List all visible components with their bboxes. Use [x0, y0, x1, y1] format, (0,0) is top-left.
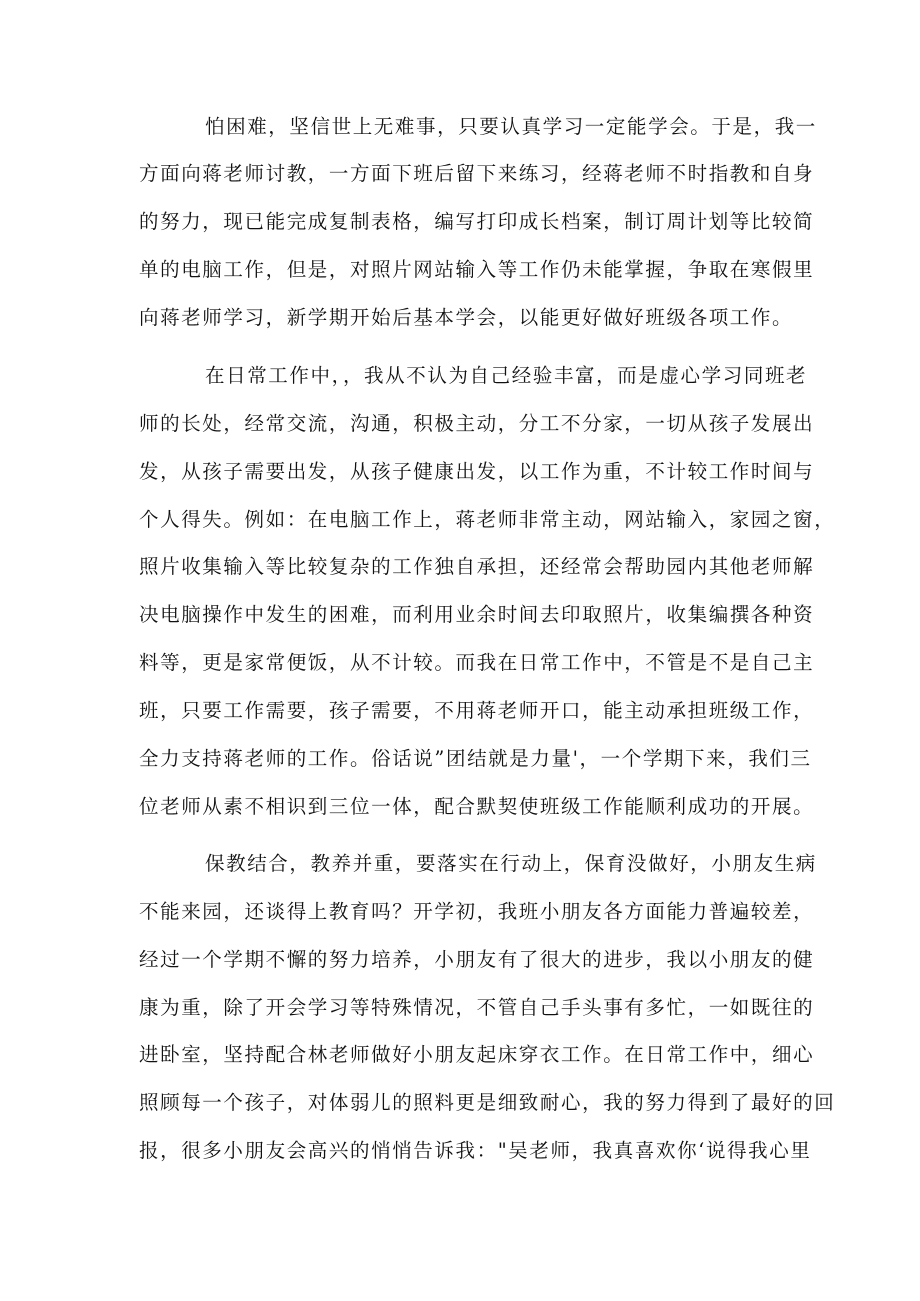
text-line: 报，很多小朋友会高兴的悄悄告诉我："吴老师，我真喜欢你‘说得我心里: [139, 1139, 812, 1162]
text-line: 方面向蒋老师讨教，一方面下班后留下来练习，经蒋老师不时指教和自身: [139, 162, 815, 185]
text-line: 师的长处，经常交流，沟通，积极主动，分工不分家，一切从孩子发展出: [139, 412, 815, 435]
text-line: 保教结合，教养并重，要落实在行动上，保育没做好，小朋友生病: [205, 852, 817, 875]
text-line: 不能来园，还谈得上教育吗？开学初，我班小朋友各方面能力普遍较差，: [139, 900, 815, 923]
text-line: 进卧室，坚持配合林老师做好小朋友起床穿衣工作。在日常工作中，细心: [139, 1043, 815, 1066]
text-line: 怕困难，坚信世上无难事，只要认真学习一定能学会。于是，我一: [205, 115, 817, 138]
text-line: 位老师从素不相识到三位一体，配合默契使班级工作能顺利成功的开展。: [139, 795, 815, 818]
text-line: 经过一个学期不懈的努力培养，小朋友有了很大的进步，我以小朋友的健: [139, 948, 815, 971]
text-line: 料等，更是家常便饭，从不计较。而我在日常工作中，不管是不是自己主: [139, 651, 815, 674]
text-line: 的努力，现已能完成复制表格，编写打印成长档案，制订周计划等比较简: [139, 210, 815, 233]
text-line: 发，从孩子需要出发，从孩子健康出发，以工作为重，不计较工作时间与: [139, 460, 815, 483]
text-line: 单的电脑工作，但是，对照片网站输入等工作仍未能掌握，争取在寒假里: [139, 258, 815, 281]
text-line: 决电脑操作中发生的困难，而利用业余时间去印取照片，收集编撰各种资: [139, 603, 815, 626]
text-line: 照顾每一个孩子，对体弱儿的照料更是细致耐心，我的努力得到了最好的回: [139, 1091, 836, 1114]
text-line: 照片收集输入等比较复杂的工作独自承担，还经常会帮助园内其他老师解: [139, 555, 815, 578]
text-line: 向蒋老师学习，新学期开始后基本学会，以能更好做好班级各项工作。: [139, 306, 794, 329]
text-line: 康为重，除了开会学习等特殊情况，不管自己手头事有多忙，一如既往的: [139, 996, 815, 1019]
text-line: 班，只要工作需要，孩子需要，不用蒋老师开口，能主动承担班级工作，: [139, 699, 815, 722]
text-line: 全力支持蒋老师的工作。俗话说”团结就是力量'，一个学期下来，我们三: [139, 747, 812, 770]
text-line: 个人得失。例如：在电脑工作上，蒋老师非常主动，网站输入，家园之窗，: [139, 508, 836, 531]
text-line: 在日常工作中，，我从不认为自己经验丰富，而是虚心学习同班老: [205, 364, 808, 387]
